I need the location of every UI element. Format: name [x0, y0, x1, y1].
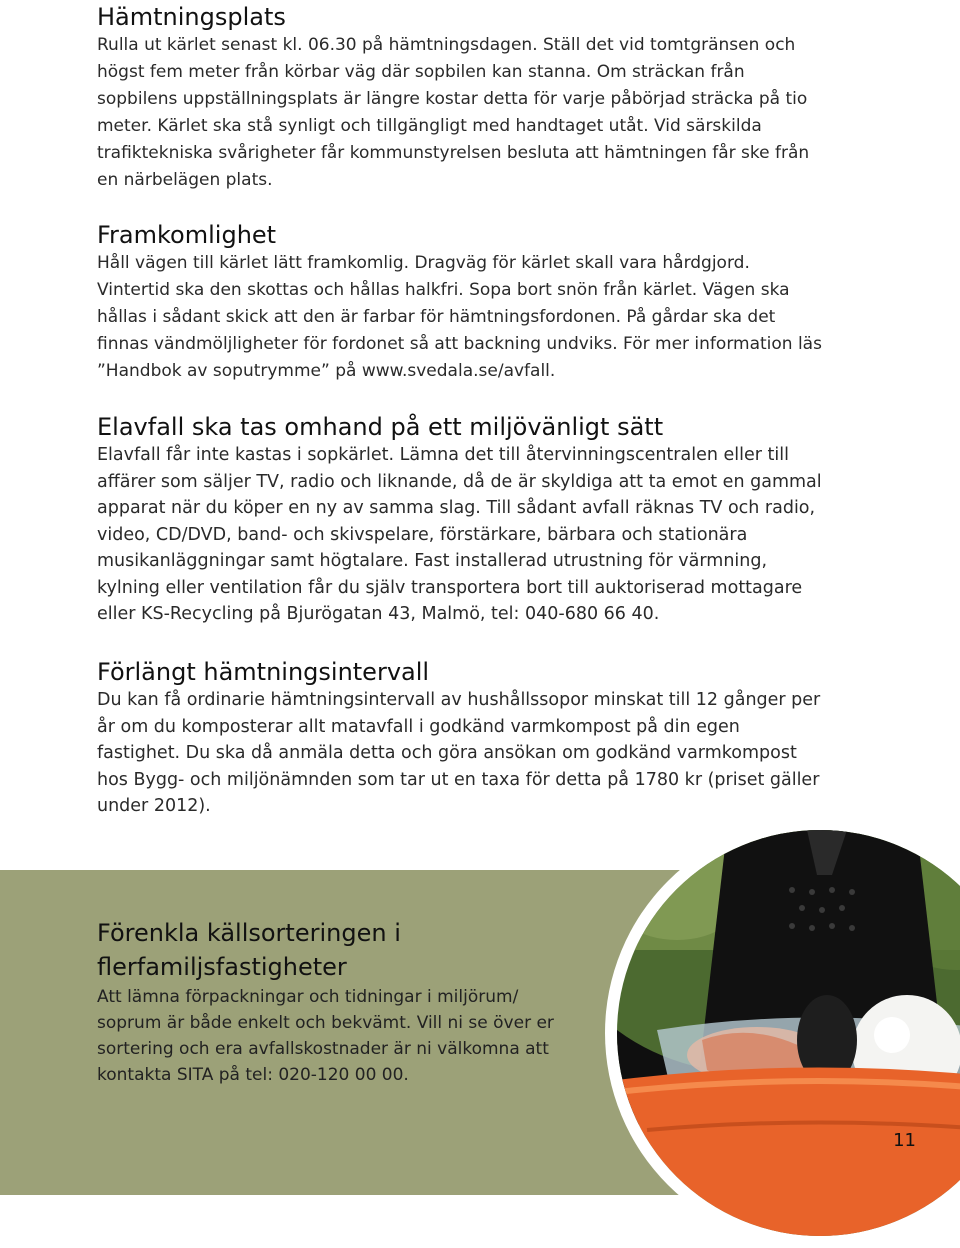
- body-forlangt: Du kan få ordinarie hämtningsintervall av hushållssopor minskat till 12 gånger per år om du komposterar allt matavfall i godkänd varmkompost på din egen fastighet. Du ska då anmäla detta och göra ansökan om godkänd varmkompost hos Bygg- och miljönämnden som tar ut en taxa för detta på 1780 kr (priset gäller under 2012).: [97, 690, 821, 816]
- body-framkomlighet: Håll vägen till kärlet lätt framkomlig. Dragväg för kärlet skall vara hårdgjord. Vintertid ska den skottas och hållas halkfri. Sopa bort snön från kärlet. Vägen ska hållas i sådant skick att den är farbar för hämtningsfordonen. På gårdar ska det finnas vändmöljligheter för fordonet så att backning undviks. För mer information läs ”Handbok av soputrymme” på www.svedala.se/avfall.: [97, 253, 822, 381]
- section-forlangt: [97, 657, 827, 820]
- body-elavfall: Elavfall får inte kastas i sopkärlet. Lämna det till återvinningscentralen eller till affärer som säljer TV, radio och liknande, då de är skyldiga att ta emot en gammal apparat när du köper en ny av samma slag. Till sådant avfall räknas TV och radio, video, CD/DVD, band- och skivspelare, förstärkare, bärbara och stationära musikanläggningar samt högtalare. Fast installerad utrustning för värmning, kylning eller ventilation får du själv transportera bort till auktoriserad mottagare eller KS-Recycling på Bjurögatan 43, Malmö, tel: 040-680 66 40.: [97, 445, 822, 624]
- recycling-bin-photo: [617, 830, 960, 1236]
- photo-illustration: [617, 830, 960, 1236]
- heading-forlangt: Förlängt hämtningsintervall: [97, 658, 430, 686]
- section-framkomlighet: [97, 220, 827, 385]
- section-elavfall: [97, 412, 827, 628]
- page-number: 11: [893, 1130, 916, 1151]
- heading-framkomlighet: Framkomlighet: [97, 221, 277, 249]
- body-hamtningsplats: Rulla ut kärlet senast kl. 06.30 på hämtningsdagen. Ställ det vid tomtgränsen och högst fem meter från körbar väg där sopbilen kan stanna. Om sträckan från sopbilens uppställningsplats är längre kostar detta för varje påbörjad sträcka på tio meter. Kärlet ska stå synligt och tillgängligt med handtaget utåt. Vid särskilda trafiktekniska svårigheter får kommunstyrelsen besluta att hämtningen får ske från en närbelägen plats.: [97, 35, 810, 190]
- section-hamtningsplats: [97, 2, 827, 194]
- body-forenkla: Att lämna förpackningar och tidningar i miljörum/ soprum är både enkelt och bekvämt. Vill ni se över er sortering och era avfallskostnader är ni välkomna att kontakta SITA på tel: 020-120 00 00.: [97, 987, 554, 1085]
- heading-forenkla: Förenkla källsorteringen i flerfamiljsfastigheter: [97, 919, 401, 981]
- heading-elavfall: Elavfall ska tas omhand på ett miljövänligt sätt: [97, 413, 664, 441]
- heading-hamtningsplats: Hämtningsplats: [97, 3, 286, 31]
- section-forenkla: [97, 916, 587, 1088]
